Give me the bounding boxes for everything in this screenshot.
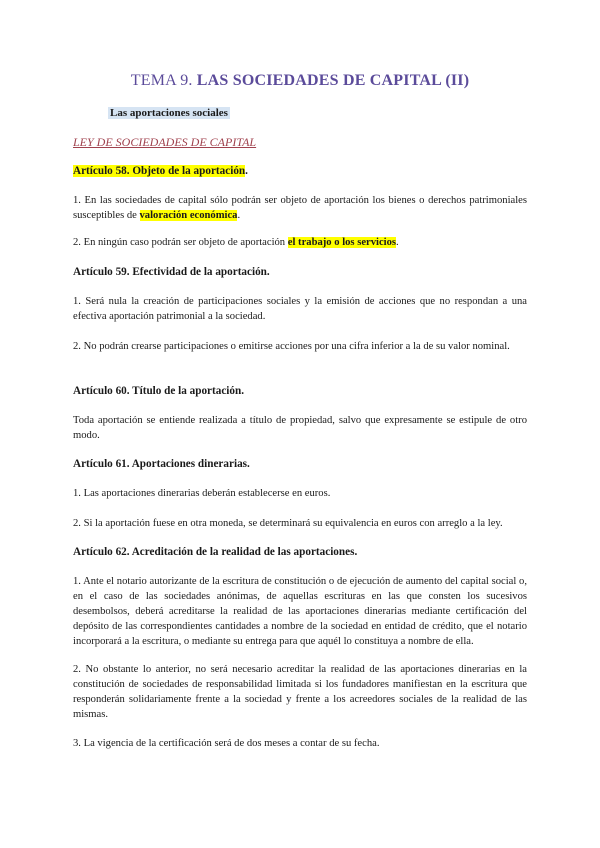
article-62-heading-text: Artículo 62. Acreditación de la realidad de las aportaciones [73, 546, 355, 558]
article-58-p1-end: . [237, 210, 241, 221]
article-59-paragraph-2: 2. No podrán crearse participaciones o emitirse acciones por una cifra inferior a la de su valor nominal. [73, 341, 510, 352]
article-58-p1-text: 1. En las sociedades de capital sólo podrán ser objeto de aportación los bienes o derechos patrimoniales susceptibles de [73, 195, 527, 221]
article-60-heading-text: Artículo 60. Título de la aportación [73, 385, 242, 397]
article-58-p2-end: . [396, 237, 399, 248]
article-58-p2-text: 2. En ningún caso podrán ser objeto de aportación [73, 237, 288, 248]
article-62-paragraph-1: 1. Ante el notario autorizante de la escritura de constitución o de ejecución de aumento del capital social o, en el caso de las sociedades anónimas, de aquellas escrituras en las que consten los sucesivos desembolsos, deberá acreditarse la realidad de las aportaciones dinerarias mediante certificación del depósito de las correspondientes cantidades a nombre de la sociedad en entidad de crédito, que el notario incorporará a la escritura, o mediante su entrega para que aquél lo constituya a nombre de ella. [73, 576, 527, 647]
section-subtitle: Las aportaciones sociales [110, 107, 228, 119]
article-61-heading [73, 458, 250, 470]
article-61-paragraph-1: 1. Las aportaciones dinerarias deberán establecerse en euros. [73, 488, 331, 499]
title-main: LAS SOCIEDADES DE CAPITAL (II) [196, 72, 470, 89]
article-60-heading-tail: . [241, 385, 245, 397]
title-prefix: TEMA 9. [130, 72, 197, 89]
article-60-heading [73, 385, 244, 397]
article-62-heading-tail: . [354, 546, 358, 558]
article-59-paragraph-1: 1. Será nula la creación de participaciones sociales y la emisión de acciones que no respondan a una efectiva aportación patrimonial a la sociedad. [73, 296, 527, 322]
article-58-heading-tail: . [245, 165, 248, 177]
article-58-heading [73, 165, 248, 177]
page-title [0, 72, 600, 90]
article-61-heading-text: Artículo 61. Aportaciones dinerarias [73, 458, 248, 470]
article-58-p1-highlight: valoración económica [139, 210, 238, 221]
article-58-p2-highlight: el trabajo o los servicios [287, 237, 397, 248]
article-59-heading [73, 266, 270, 278]
article-59-heading-tail: . [266, 266, 270, 278]
law-title: LEY DE SOCIEDADES DE CAPITAL [73, 135, 257, 149]
article-62-paragraph-2: 2. No obstante lo anterior, no será necesario acreditar la realidad de las aportaciones dinerarias en la constitución de sociedades de responsabilidad limitada si los fundadores manifiestan en la escritura que responderán solidariamente frente a la sociedad y frente a los acreedores sociales de la realidad de las mismas. [73, 664, 527, 720]
article-58-paragraph-1 [73, 193, 527, 223]
article-58-heading-text: Artículo 58. Objeto de la aportación [73, 165, 246, 177]
article-58-paragraph-2 [73, 235, 527, 250]
article-62-heading [73, 546, 357, 558]
article-61-heading-tail: . [247, 458, 250, 470]
article-61-paragraph-2: 2. Si la aportación fuese en otra moneda, se determinará su equivalencia en euros con arreglo a la ley. [73, 518, 503, 529]
article-59-heading-text: Artículo 59. Efectividad de la aportación [73, 266, 267, 278]
article-62-paragraph-3: 3. La vigencia de la certificación será de dos meses a contar de su fecha. [73, 738, 380, 749]
article-60-paragraph-1: Toda aportación se entiende realizada a título de propiedad, salvo que expresamente se estipule de otro modo. [73, 415, 527, 441]
